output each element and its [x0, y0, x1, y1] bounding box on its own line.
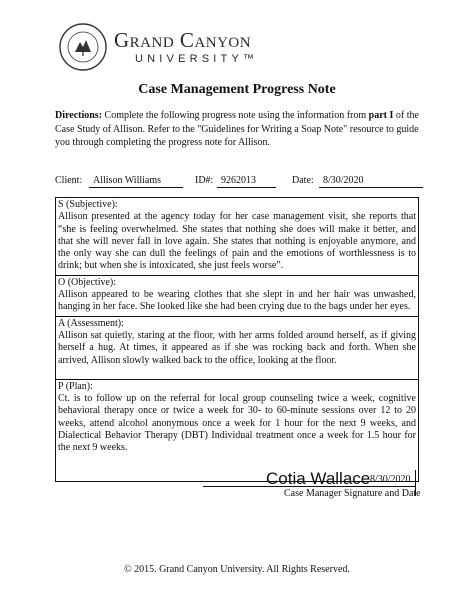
id-field[interactable]: 9262013: [217, 175, 276, 188]
objective-section: [56, 276, 418, 317]
soap-note-table: [55, 197, 419, 482]
subjective-section: [56, 198, 418, 276]
brand-name: Grand Canyon: [114, 28, 252, 52]
subjective-heading: S (Subjective):: [58, 199, 118, 210]
directions-part: part I: [368, 110, 394, 121]
id-label: ID#:: [195, 175, 214, 186]
subjective-text[interactable]: Allison presented at the agency today for her case management visit, she reports that “she is feeling overwhelmed. She states that nothing she does will make it better, and that she will never fall in love again. She states that nothing is enjoyable anymore, and the only way she can dull the feelings of pain and the emotions of worthlessness is to drink; but when she is intoxicated, she just feels worse”.: [58, 211, 416, 272]
assessment-text[interactable]: Allison sat quietly, staring at the floor, with her arms folded around herself, as if giving herself a hug. At times, it appeared as if she was rocking back and forth. When she arrived, Allison slowly walked back to the office, looking at the floor.: [58, 329, 416, 366]
page-title: Case Management Progress Note: [138, 82, 336, 97]
university-seal-icon: [58, 22, 108, 72]
date-field[interactable]: 8/30/2020: [319, 175, 423, 188]
directions-text-1: Complete the following progress note using the information from: [102, 110, 369, 121]
signature-caption: Case Manager Signature and Date: [284, 488, 421, 499]
client-field[interactable]: Allison Williams: [89, 175, 183, 188]
directions-label: Directions:: [55, 110, 103, 121]
signature-name: Cotia Wallace: [266, 469, 371, 488]
client-info-row: [55, 175, 425, 191]
university-logo: [58, 22, 418, 74]
plan-section: [56, 380, 418, 481]
objective-heading: O (Objective):: [58, 276, 117, 288]
directions-paragraph: [55, 109, 425, 150]
signature-line: [203, 486, 415, 487]
plan-heading: P (Plan):: [58, 380, 93, 392]
assessment-section: [56, 317, 418, 380]
copyright-footer: © 2015. Grand Canyon University. All Rights Reserved.: [124, 564, 350, 575]
date-label: Date:: [292, 175, 314, 186]
plan-text[interactable]: Ct. is to follow up on the referral for local group counseling twice a week, cognitive behavioral therapy once or twice a week for 30- to 60-minute sessions over 12 to 20 weeks, attend alcohol anonymous once a week for 1 hour for the next 9 weeks, and Dialectical Behavior Therapy (DBT) Individual treatment once a week for 1.5 hour for the next 9 weeks.: [58, 393, 416, 454]
signature-date: 8/30/2020: [370, 474, 411, 485]
objective-text[interactable]: Allison appeared to be wearing clothes that she slept in and her hair was unwashed, hanging in her face. She looked like she had been crying due to the bags under her eyes.: [58, 289, 416, 313]
brand-subtitle: UNIVERSITY™: [135, 53, 259, 65]
assessment-heading: A (Assessment):: [58, 317, 124, 329]
client-label: Client:: [55, 175, 83, 186]
directions-text-2: of the Case Study of Allison. Refer to the "Guidelines for Writing a Soap Note" resource to guide you through completing the progress note for Allison.: [55, 110, 419, 148]
